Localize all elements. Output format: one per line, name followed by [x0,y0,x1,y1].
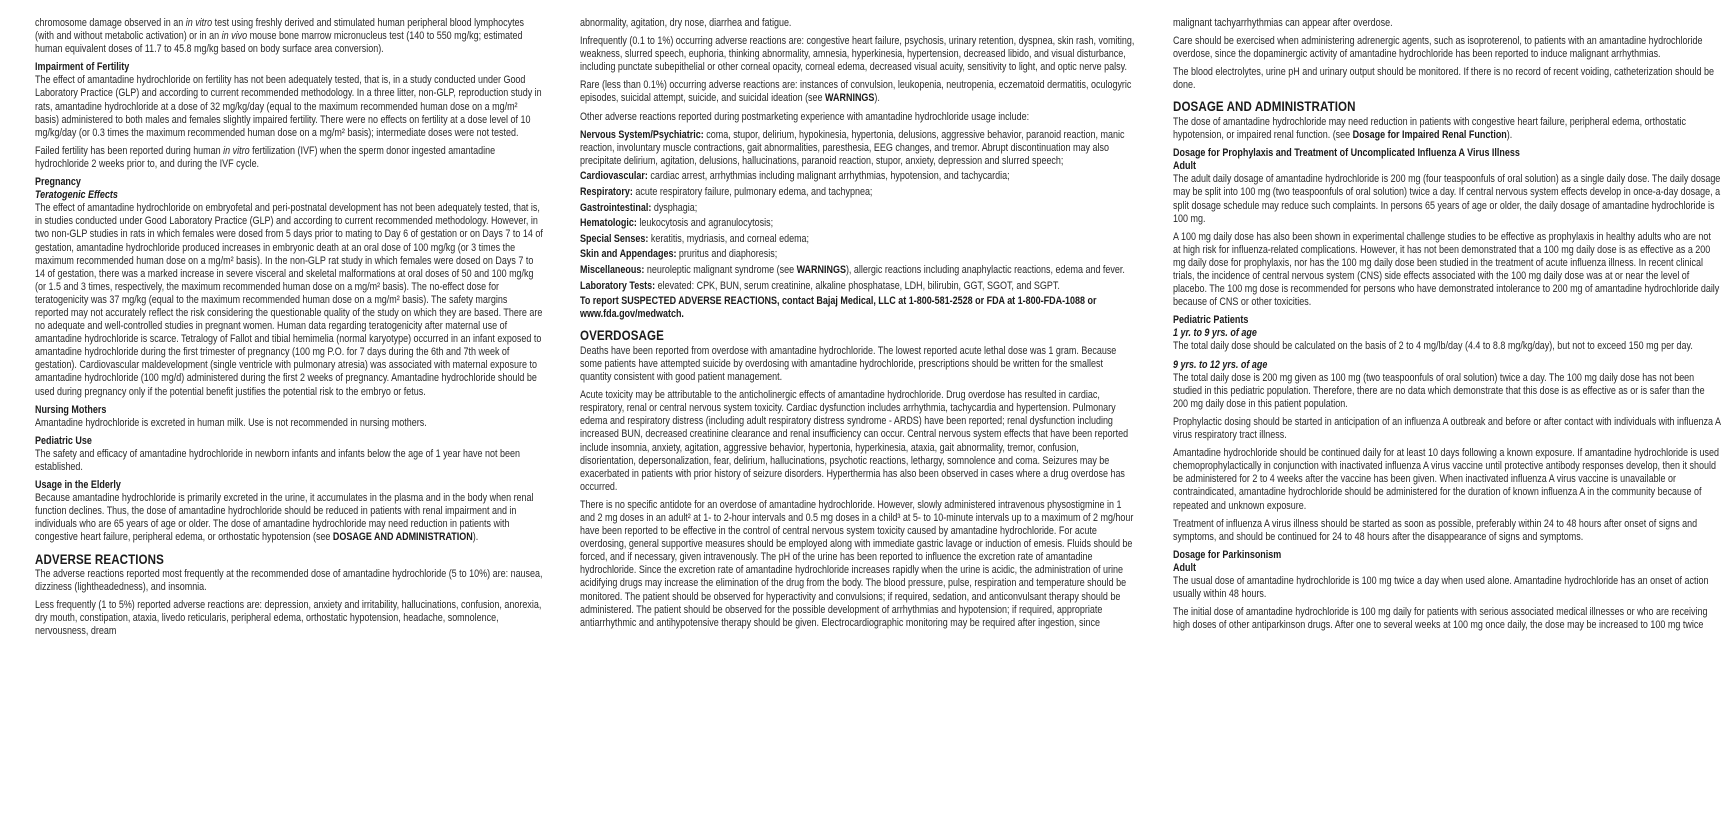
paragraph [580,170,1134,183]
paragraph [1173,372,1721,411]
paragraph [580,248,1134,261]
text-segment: dysphagia; [653,201,698,214]
paragraph [580,280,1134,293]
text-segment: The adult daily dosage of amantadine hydrochloride is 200 mg (four teaspoonfuls of oral solution) as a single daily dose. The daily dosage may be split into 100 mg (two teaspoonfuls of oral solution) twice a day. If central nervous system effects develop in once-a-day dosage, a split dosage schedule may reduce such complaints. In persons 65 years of age or older, the daily dosage of amantadine hydrochloride is 100 mg. [1173,173,1721,225]
text-column-3 [1173,17,1721,632]
text-segment: Hematologic: [580,217,640,230]
text-segment: malignant tachyarrhythmias can appear after overdose. [1173,17,1393,29]
text-segment: The safety and efficacy of amantadine hydrochloride in newborn infants and infants below the age of 1 year have not been established. [35,447,520,473]
paragraph [1173,575,1721,601]
text-segment: Amantadine hydrochloride should be continued daily for at least 10 days following a known exposure. If amantadine hydrochloride is used chemoprophylactically in conjunction with inactivated influenza A virus vaccine until protective antibody responses develop, then it should be administered for 2 to 4 weeks after the vaccine has been given. When inactivated influenza A virus vaccine is unavailable or contraindicated, amantadine hydrochloride should be administered for the duration of known influenza A in the community because of repeated and unknown exposure. [1173,447,1719,512]
text-segment: The total daily dose should be calculated on the basis of 2 to 4 mg/lb/day (4.4 to 8.8 mg/kg/day), but not to exceed 150 mg per day. [1173,340,1693,353]
text-segment: Skin and Appendages: [580,248,679,261]
text-segment: The total daily dose is 200 mg given as 100 mg (two teaspoonfuls of oral solution) twice a day. The 100 mg daily dose has not been studied in this pediatric population. Therefore, there are no data which demonstrate that this dose is as effective as or is safer than the 200 mg daily dose in this patient population. [1173,371,1705,410]
paragraph [1173,518,1721,544]
paragraph [580,295,1134,321]
text-segment: pruritus and diaphoresis; [678,248,778,261]
section-heading: ADVERSE REACTIONS [35,551,164,567]
paragraph [580,202,1134,215]
text-segment: elevated: CPK, BUN, serum creatinine, alkaline phosphatase, LDH, bilirubin, GGT, SGOT, and SGPT. [657,279,1060,292]
text-segment: Deaths have been reported from overdose with amantadine hydrochloride. The lowest reported acute lethal dose was 1 gram. Because some patients have attempted suicide by overdosing with amantadine hydrochloride, prescriptions should be written for the smallest quantity consistent with good patient management. [580,344,1117,384]
text-segment: Respiratory: [580,186,636,199]
subsection-heading: 1 yr. to 9 yrs. of age [1173,327,1257,340]
paragraph [580,499,1134,630]
text-segment: Cardiovascular: [580,170,651,183]
text-segment: Miscellaneous: [580,264,647,276]
text-segment: There is no specific antidote for an overdose of amantadine hydrochloride. However, slowly administered intravenous physostigmine in 1 and 2 mg doses in an adult² at 1- to 2-hour intervals and 0.5 mg doses in a child³ at 5- to 10-minute intervals up to a maximum of 2 mg/hour have been reported to be effective in the control of central nervous system toxicity caused by amantadine hydrochloride. For acute overdosing, general supportive measures should be employed along with immediate gastric lavage or induction of emesis. Fluids should be forced, and if necessary, given intravenously. The pH of the urine has been reported to influence the excretion rate of amantadine hydrochloride. Since the excretion rate of amantadine hydrochloride increases rapidly when the urine is acidic, the administration of urine acidifying drugs may increase the elimination of the drug from the body. The blood pressure, pulse, respiration and temperature should be monitored. The patient should be observed for hyperactivity and convulsions; if required, sedation, and anticonvulsant therapy should be administered. The patient should be observed for the possible development of arrhythmias and hypotension; if required, appropriate antiarrhythmic and antihypotensive therapy should be given. Electrocardiographic monitoring may be required after ingestion, since [580,498,1134,629]
subsection-heading: Pediatric Patients [1173,314,1249,327]
subsection-heading: Nursing Mothers [35,403,107,416]
text-segment: acute respiratory failure, pulmonary edema, and tachypnea; [635,186,873,199]
paragraph [580,17,1134,30]
section-heading: OVERDOSAGE [580,328,664,344]
paragraph [580,35,1134,74]
text-segment: ), allergic reactions including anaphylactic reactions, edema and fever. [845,264,1125,276]
text-segment: ). [1506,129,1513,142]
text-segment: Failed fertility has been reported during human [35,144,224,157]
text-segment: DOSAGE AND ADMINISTRATION [332,531,473,544]
paragraph [35,417,543,430]
text-segment: The blood electrolytes, urine pH and urinary output should be monitored. If there is no record of recent voiding, catheterization should be done. [1173,66,1714,92]
paragraph [1173,416,1721,442]
paragraph [1173,231,1721,310]
subsection-heading: Impairment of Fertility [35,61,130,74]
text-segment: ). [472,531,479,544]
text-segment: Less frequently (1 to 5%) reported adverse reactions are: depression, anxiety and irritability, hallucinations, confusion, anorexia, dry mouth, constipation, ataxia, livedo reticularis, peripheral edema, orthostatic hypotension, headache, somnolence, nervousness, dream [35,599,542,638]
paragraph [1173,17,1721,30]
subsection-heading: Adult [1173,561,1196,574]
text-segment: WARNINGS [825,92,875,105]
subsection-heading: Teratogenic Effects [35,189,118,202]
text-segment: Care should be exercised when administering adrenergic agents, such as isoproterenol, to patients with an amantadine hydrochloride overdose, since the dopaminergic activity of amantadine hydrochloride has been reported to induce malignant arrhythmias. [1173,35,1703,61]
paragraph [580,264,1134,277]
paragraph [580,345,1134,384]
text-segment: test using freshly derived and stimulated human peripheral blood lymphocytes (with and without metabolic activation) or in an [35,17,525,43]
text-segment: keratitis, mydriasis, and corneal edema; [650,232,810,245]
text-segment: abnormality, agitation, dry nose, diarrhea and fatigue. [580,17,792,29]
text-segment: cardiac arrest, arrhythmias including malignant arrhythmias, hypotension, and tachycardia; [650,170,1010,183]
paragraph [1173,606,1721,632]
text-segment: fertilization (IVF) when the sperm donor ingested amantadine hydrochloride 2 weeks prior to, and during the IVF cycle. [35,144,496,170]
paragraph [1173,35,1721,61]
subsection-heading: Pediatric Use [35,434,92,447]
text-segment: The usual dose of amantadine hydrochloride is 100 mg twice a day when used alone. Amantadine hydrochloride has an onset of action usually within 48 hours. [1173,574,1709,601]
paragraph [580,217,1134,230]
text-column-2 [580,17,1134,630]
section-heading: DOSAGE AND ADMINISTRATION [1173,99,1356,115]
text-segment: coma, stupor, delirium, hypokinesia, hypertonia, delusions, aggressive behavior, paranoid reaction, manic reaction, involuntary muscle contractions, gait abnormalities, paresthesia, EEG changes, and tremor. Abrupt discontinuation may also precipitate delirium, agitation, delusions, hallucinations, paranoid reaction, stupor, anxiety, depression and slurred speech; [580,128,1125,167]
text-segment: The initial dose of amantadine hydrochloride is 100 mg daily for patients with serious associated medical illnesses or who are receiving high doses of other antiparkinson drugs. After one to several weeks at 100 mg once daily, the dose may be increased to 100 mg twice [1173,606,1708,632]
text-segment: neuroleptic malignant syndrome (see [646,264,797,276]
paragraph [35,599,543,638]
text-column-1 [35,17,543,639]
text-segment: To report SUSPECTED ADVERSE REACTIONS, contact Bajaj Medical, LLC at 1-800-581-2528 or FDA at 1-800-FDA-1088 or www.fda.gov/medwatch. [580,295,1097,321]
text-segment: mouse bone marrow micronucleus test (140 to 550 mg/kg; estimated human equivalent doses of 11.7 to 45.8 mg/kg based on body surface area conversion). [35,30,523,56]
subsection-heading: Dosage for Prophylaxis and Treatment of Uncomplicated Influenza A Virus Illness [1173,147,1520,160]
text-segment: Special Senses: [580,232,651,245]
paragraph [35,74,543,139]
text-segment: The adverse reactions reported most frequently at the recommended dose of amantadine hydrochloride (5 to 10%) are: nausea, dizziness (lightheadedness), and insomnia. [35,568,543,594]
text-segment: Acute toxicity may be attributable to the anticholinergic effects of amantadine hydrochloride. Drug overdose has resulted in cardiac, respiratory, renal or central nervous system toxicity. Cardiac dysfunction includes arrhythmia, tachycardia and hypertension. Pulmonary edema and respiratory distress (including adult respiratory distress syndrome - ARDS) have been reported; renal dysfunction including increased BUN, decreased creatinine clearance and renal insufficiency can occur. Central nervous system effects that have been reported include insomnia, anxiety, agitation, aggressive behavior, hypertonia, hyperkinesia, ataxia, gait abnormality, tremor, confusion, disorientation, depersonalization, fear, delirium, hallucinations, psychotic reactions, lethargy, somnolence and coma. Seizures may be exacerbated in patients with prior history of seizure disorders. Hyperthermia has also been observed in cases where a drug overdose has occurred. [580,389,1129,493]
paragraph [580,186,1134,199]
paragraph [1173,66,1721,92]
text-segment: ). [874,92,880,105]
text-segment: The effect of amantadine hydrochloride on fertility has not been adequately tested, that is, in a study conducted under Good Laboratory Practice (GLP) and according to current recommended methodology. In a three litter, non-GLP, reproduction study in rats, amantadine hydrochloride at a dose of 32 mg/kg/day (equal to the maximum recommended human dose on a mg/m² basis) administered to both males and females slightly impaired fertility. There were no effects on fertility at a dose level of 10 mg/kg/day (or 0.3 times the maximum recommended human dose on a mg/m² basis); intermediate doses were not tested. [35,74,542,139]
text-segment: leukocytosis and agranulocytosis; [639,217,774,230]
text-segment: Infrequently (0.1 to 1%) occurring adverse reactions are: congestive heart failure, psychosis, urinary retention, dyspnea, skin rash, vomiting, weakness, slurred speech, euphoria, thinking abnormality, amnesia, hyperkinesia, hypertension, decreased libido, and visual disturbance, including punctate subepithelial or other corneal opacity, corneal edema, decreased visual acuity, sensitivity to light, and optic nerve palsy. [580,35,1135,74]
paragraph [35,448,543,474]
text-segment: Other adverse reactions reported during postmarketing experience with amantadine hydrochloride usage include: [580,110,1030,123]
text-segment: Treatment of influenza A virus illness should be started as soon as possible, preferably within 24 to 48 hours after onset of signs and symptoms, and should be continued for 24 to 48 hours after the disappearance of signs and symptoms. [1173,517,1698,543]
text-segment: Prophylactic dosing should be started in anticipation of an influenza A outbreak and before or after contact with individuals with influenza A virus respiratory tract illness. [1173,415,1721,442]
text-segment: Because amantadine hydrochloride is primarily excreted in the urine, it accumulates in the plasma and in the body when renal function declines. Thus, the dose of amantadine hydrochloride should be reduced in patients with renal impairment and in individuals who are 65 years of age or older. The dose of amantadine hydrochloride may need reduction in patients with congestive heart failure, peripheral edema, or orthostatic hypotension (see [35,492,534,544]
subsection-heading: Usage in the Elderly [35,479,121,492]
subsection-heading: 9 yrs. to 12 yrs. of age [1173,358,1268,371]
text-segment: The dose of amantadine hydrochloride may need reduction in patients with congestive heart failure, peripheral edema, orthostatic hypotension, or impaired renal function. (see [1173,115,1687,142]
text-segment: Laboratory Tests: [580,279,658,292]
paragraph [580,79,1134,105]
paragraph [35,17,543,56]
paragraph [1173,340,1721,353]
subsection-heading: Adult [1173,160,1196,173]
paragraph [580,111,1134,124]
text-segment: Amantadine hydrochloride is excreted in human milk. Use is not recommended in nursing mothers. [35,416,427,429]
paragraph [580,389,1134,494]
text-segment: The effect of amantadine hydrochloride on embryofetal and peri-postnatal development has not been adequately tested, that is, in studies conducted under Good Laboratory Practice (GLP) and according to current recommended methodology. However, in two non-GLP studies in rats in which females were dosed from 5 days prior to mating to Day 6 of gestation or on Days 7 to 14 of gestation, amantadine hydrochloride produced increases in embryonic death at an oral dose of 100 mg/kg (or 3 times the maximum recommended human dose on a mg/m² basis). In the non-GLP rat study in which females were dosed on Days 7 to 14 of gestation, there was a marked increase in severe visceral and skeletal malformations at oral doses of 50 and 100 mg/kg (or 1.5 and 3 times, respectively, the maximum recommended human dose on a mg/m² basis). The no-effect dose for teratogenicity was 37 mg/kg (equal to the maximum recommended human dose on a mg/m² basis). The safety margins reported may not accurately reflect the risk considering the questionable quality of the study on which they are based. There are no adequate and well-controlled studies in pregnant women. Human data regarding teratogenicity after maternal use of amantadine hydrochloride is scarce. Tetralogy of Fallot and tibial hemimelia (normal karyotype) occurred in an infant exposed to amantadine hydrochloride during the first trimester of pregnancy (100 mg P.O. for 7 days during the 6th and 7th week of gestation). Cardiovascular maldevelopment (single ventricle with pulmonary atresia) was associated with maternal exposure to amantadine hydrochloride (100 mg/d) administered during the first 2 weeks of pregnancy. Amantadine hydrochloride should be used during pregnancy only if the potential benefit justifies the potential risk to the embryo or fetus. [35,202,543,398]
text-segment: in vitro [185,17,213,29]
subsection-heading: Pregnancy [35,176,81,189]
paragraph [580,233,1134,246]
text-segment: in vitro [223,144,250,157]
paragraph [35,568,543,594]
paragraph [35,492,543,544]
paragraph [35,202,543,398]
text-segment: WARNINGS [796,264,846,276]
paragraph [1173,173,1721,225]
paragraph [1173,116,1721,142]
paragraph [1173,447,1721,512]
text-segment: Nervous System/Psychiatric: [580,128,707,141]
text-segment: A 100 mg daily dose has also been shown in experimental challenge studies to be effective as prophylaxis in healthy adults who are not at high risk for influenza-related complications. However, it has not been demonstrated that a 100 mg daily dose is as effective as a 200 mg daily dose for prophylaxis, nor has the 100 mg daily dose been studied in the treatment of acute influenza illness. In recent clinical trials, the incidence of central nervous system (CNS) side effects associated with the 100 mg daily dose was at or near the level of placebo. The 100 mg dose is recommended for persons who have demonstrated intolerance to 200 mg of amantadine hydrochloride daily because of CNS or other toxicities. [1173,230,1720,309]
text-segment: Dosage for Impaired Renal Function [1352,129,1507,142]
text-segment: Gastrointestinal: [580,201,654,214]
text-segment: in vivo [221,30,248,43]
paragraph [35,145,543,171]
text-segment: chromosome damage observed in an [35,17,186,29]
paragraph [580,129,1134,168]
text-segment: Rare (less than 0.1%) occurring adverse reactions are: instances of convulsion, leukopenia, neutropenia, eczematoid dermatitis, oculogyric episodes, suicidal attempt, suicide, and suicidal ideation (see [580,79,1132,105]
subsection-heading: Dosage for Parkinsonism [1173,548,1282,561]
